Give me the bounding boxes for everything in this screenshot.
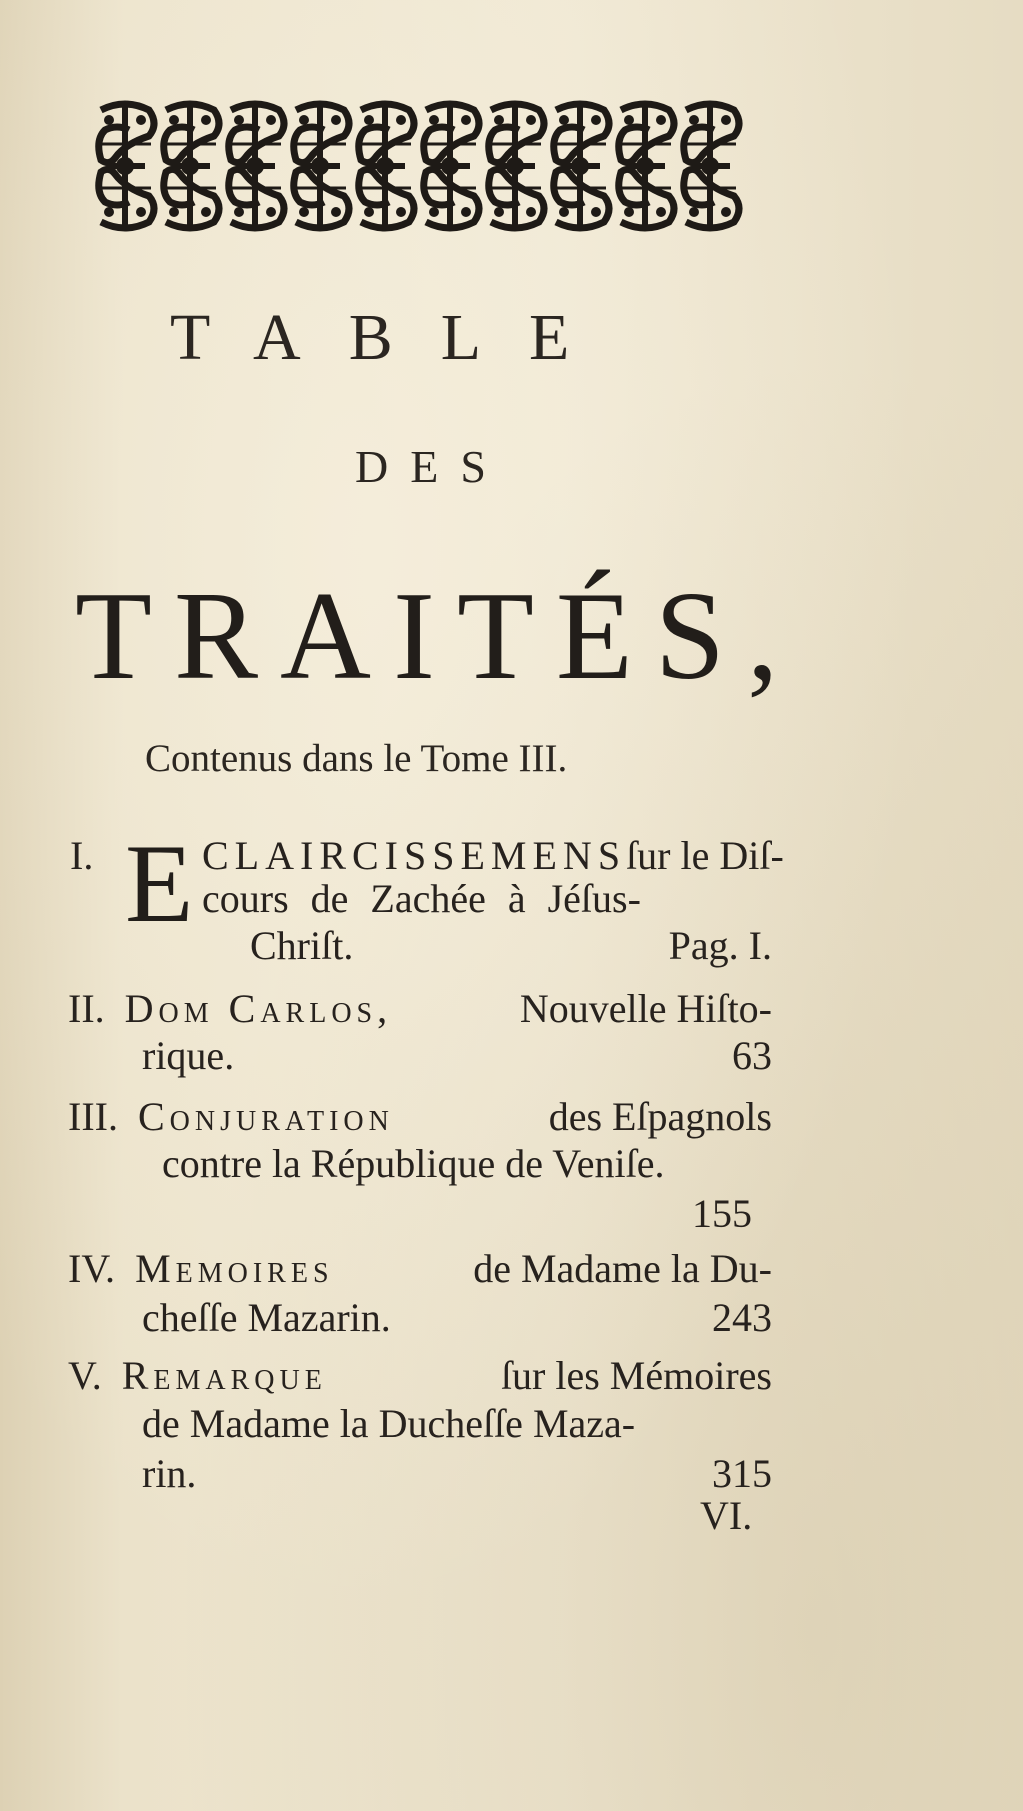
catchword: VI. — [700, 1493, 753, 1538]
entry-text: Nouvelle Hiſto- — [519, 986, 772, 1031]
entry-numeral: II. — [68, 986, 105, 1031]
entry-title: CLAIRCISSEMENS — [202, 833, 627, 878]
subtitle: Contenus dans le Tome III. — [145, 737, 568, 780]
drop-cap: E — [125, 822, 194, 946]
page-number: 315 — [712, 1451, 772, 1496]
entry-title: Remarque — [121, 1353, 327, 1398]
entry-text: rique. — [142, 1033, 235, 1078]
entry-text: des Eſpagnols — [548, 1094, 772, 1139]
entry-text: ſur les Mémoires — [500, 1353, 772, 1398]
entry-text: Chriſt. — [250, 923, 354, 968]
title-line-table: TABLE — [170, 301, 618, 374]
title-line-des: DES — [355, 441, 508, 492]
ornamental-headpiece — [95, 100, 750, 232]
entry-text: de Madame la Ducheſſe Maza- — [142, 1401, 636, 1446]
entry-title: Memoires — [135, 1246, 334, 1291]
page-number: 155 — [692, 1191, 752, 1236]
page-number: 63 — [732, 1033, 772, 1078]
entry-numeral: I. — [70, 833, 94, 878]
entry-numeral: III. — [68, 1094, 118, 1139]
entry-text: cheſſe Mazarin. — [142, 1295, 391, 1340]
page-number: Pag. I. — [668, 923, 772, 968]
entry-text: de Madame la Du- — [473, 1246, 772, 1291]
entry-text: cours de Zachée à Jéſus- — [202, 876, 641, 921]
entry-text: ſur le Diſ- — [626, 833, 784, 878]
page-number: 243 — [712, 1295, 772, 1340]
entry-title: Conjuration — [137, 1094, 394, 1139]
entry-title: Dom Carlos, — [124, 986, 393, 1031]
title-line-traites: TRAITÉS, — [75, 567, 801, 706]
entry-text: contre la République de Veniſe. — [162, 1141, 665, 1186]
entry-text: rin. — [142, 1451, 197, 1496]
entry-numeral: V. — [68, 1353, 102, 1398]
entry-numeral: IV. — [68, 1246, 116, 1291]
